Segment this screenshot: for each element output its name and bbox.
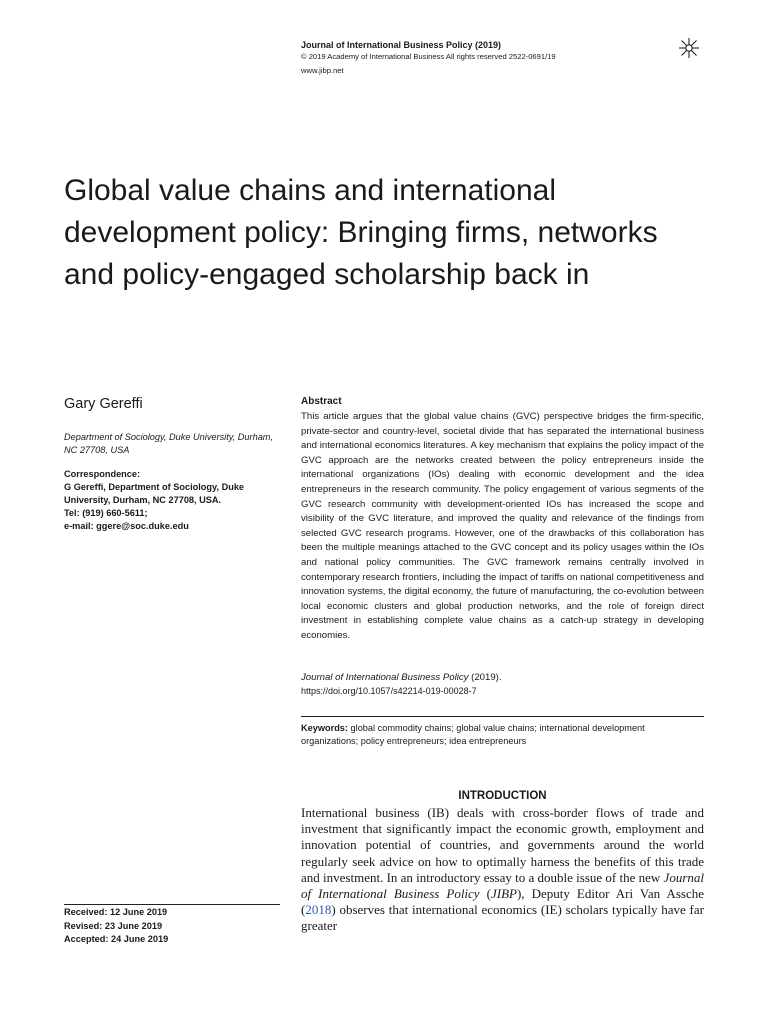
intro-abbreviation: JIBP: [490, 886, 517, 902]
intro-journal-name: Journal of International Business Policy: [301, 869, 704, 902]
intro-part: ), Deputy Editor Ari Van Assche (: [301, 886, 704, 918]
introduction-text: [301, 805, 704, 935]
reference-link[interactable]: 2018: [305, 902, 332, 918]
keywords-divider: [301, 716, 704, 717]
citation-year: (2019).: [468, 672, 502, 683]
keywords-label: Keywords:: [301, 723, 348, 733]
accepted-date: Accepted: 24 June 2019: [64, 934, 169, 944]
correspondence-email[interactable]: e-mail: ggere@soc.duke.edu: [64, 521, 189, 531]
article-dates: [64, 906, 168, 947]
correspondence-line: G Gereffi, Department of Sociology, Duke: [64, 482, 245, 492]
correspondence-tel: Tel: (919) 660-5611;: [64, 508, 148, 518]
journal-website: www.jibp.net: [301, 66, 344, 75]
correspondence-line: University, Durham, NC 27708, USA.: [64, 495, 222, 505]
author-name: Gary Gereffi: [64, 396, 143, 412]
correspondence-heading: Correspondence:: [64, 469, 141, 479]
abstract-heading: Abstract: [301, 396, 342, 407]
correspondence-block: [64, 468, 279, 533]
journal-name: Journal of International Business Policy (2019): [301, 40, 502, 50]
dates-divider: [64, 904, 280, 905]
doi-link[interactable]: https://doi.org/10.1057/s42214-019-00028-7: [301, 686, 477, 696]
publisher-logo-icon: [678, 37, 700, 59]
author-affiliation: Department of Sociology, Duke University, Durham, NC 27708, USA: [64, 432, 274, 455]
intro-part: International business (IB) deals with cross-border flows of trade and investment that significantly impact the economic growth, employment and innovation potential of countries, and governments around the world regularly seek advice on how to optimally harness the benefits of this trade and investment. In an introductory essay to a double issue of the new: [301, 805, 704, 885]
intro-part: ) observes that international economics (IE) scholars typically have far greater: [301, 902, 704, 934]
copyright-line: © 2019 Academy of International Business All rights reserved 2522-0691/19: [301, 52, 556, 61]
article-title: Global value chains and international development policy: Bringing firms, networks and policy-engaged scholarship back in: [64, 174, 658, 291]
received-date: Received: 12 June 2019: [64, 907, 168, 917]
abstract-text: This article argues that the global value chains (GVC) perspective bridges the firm-specific, private-sector and country-level, societal divide that has separated the international business and international economics literatures. A key mechanism that explains the policy impact of the GVC approach are the networks created between the policy entrepreneurs inside the international organizations (IOs) dealing with economic development and the idea entrepreneurs in the research community. The policy engagement of various segments of the GVC research community with development-oriented IOs has increased the scope and visibility of the GVC literature, and improved the quality and relevance of the findings from selected GVC research programs. However, one of the drawbacks of this collaboration has been the multiple meanings attached to the GVC concept and its policy usages within the IOs and national policy communities. The GVC framework remains centrally involved in contemporary research frontiers, including the impact of tariffs on national competitiveness and innovation systems, the digital economy, the future of manufacturing, the co-evolution between local economic clusters and global production networks, and the role of foreign direct investment in establishing complete value chains as a catch-up strategy in developing economies.: [301, 411, 704, 641]
citation-journal: Journal of International Business Policy: [301, 672, 469, 683]
intro-part: (: [479, 886, 491, 902]
abstract-citation: [301, 671, 502, 686]
keywords: [301, 722, 704, 747]
introduction-heading: INTRODUCTION: [458, 790, 547, 802]
revised-date: Revised: 23 June 2019: [64, 920, 163, 931]
keywords-text: global commodity chains; global value chains; international development organizations; policy entrepreneurs; idea entrepreneurs: [301, 723, 645, 746]
